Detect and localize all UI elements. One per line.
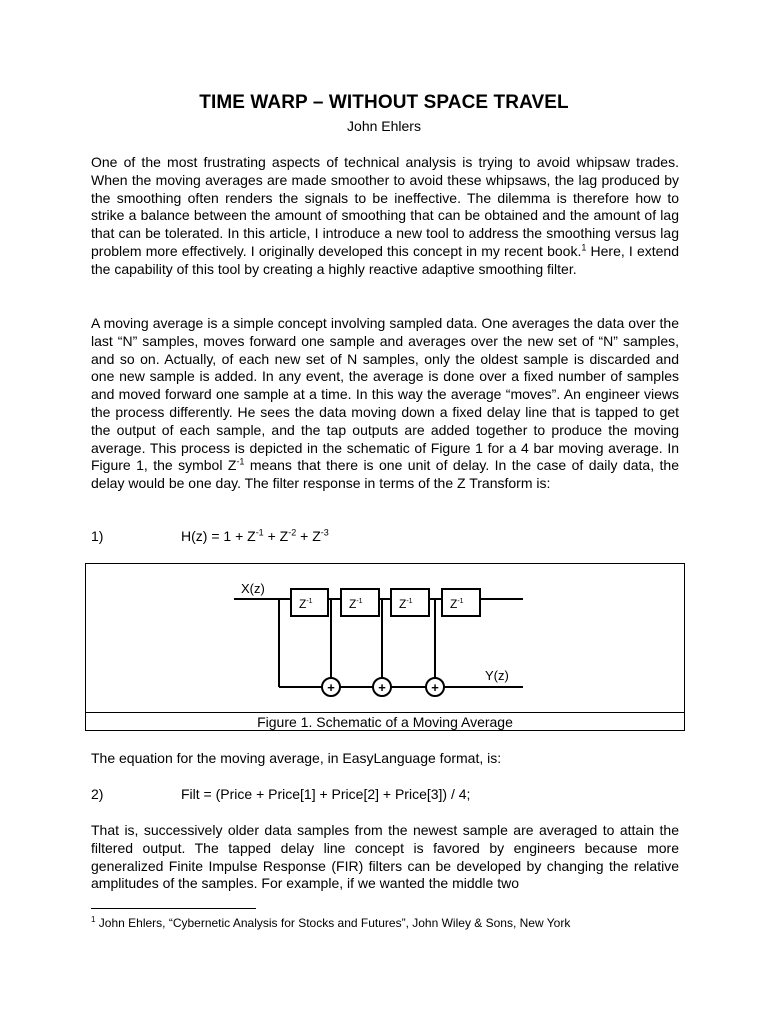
equation-term: + Z	[263, 528, 289, 544]
equation-1	[91, 528, 329, 544]
delay-label-2: $Z^{-1}$	[349, 597, 363, 611]
paragraph-ma-text-cont: means that there is one unit of delay. In the case of daily data, the delay would be one day. The filter response in terms of the Z Transform is:	[91, 457, 679, 492]
paragraph-intro-text-cont: Here, I extend the capability of this tool by creating a highly reactive adaptive smoothing filter.	[91, 242, 679, 277]
adder-symbol-2: +	[378, 680, 386, 695]
equation-number: 1)	[91, 528, 104, 544]
figure-1	[85, 563, 685, 731]
paragraph-fir: That is, successively older data samples from the newest sample are averaged to attain the filtered output. The tapped delay line concept is favored by engineers because more generalized Finite Impulse Response (FIR) filters can be developed by changing the relative amplitudes of the samples. For example, if we wanted the middle two	[91, 822, 679, 892]
footnote-mark: 1	[91, 915, 96, 924]
equation-text: Filt = (Price + Price[1] + Price[2] + Price[3]) / 4;	[181, 786, 471, 802]
paragraph-intro-text: One of the most frustrating aspects of technical analysis is trying to avoid whipsaw trades. When the moving averages are made smoother to avoid these whipsaws, the lag produced by the smoothing often renders the signals to be ineffective. The dilemma is therefore how to strike a balance between the amount of smoothing that can be obtained and the amount of lag that can be tolerated. In this article, I introduce a new tool to address the smoothing versus lag problem more effectively. I originally developed this concept in my recent book.	[91, 154, 679, 259]
footnote-divider	[91, 908, 256, 909]
equation-term: H(z) = 1 + Z	[181, 528, 256, 544]
article-title: TIME WARP – WITHOUT SPACE TRAVEL	[199, 92, 569, 113]
footnote-text: John Ehlers, “Cybernetic Analysis for Stocks and Futures”, John Wiley & Sons, New York	[95, 916, 571, 930]
output-label: Y(z)	[485, 668, 509, 683]
paragraph-intro	[91, 154, 679, 279]
figure-caption: Figure 1. Schematic of a Moving Average	[86, 712, 684, 732]
input-label: X(z)	[241, 581, 265, 596]
equation-exponent: -3	[320, 527, 329, 538]
adder-symbol-3: +	[431, 680, 439, 695]
footnote-reference: 1	[581, 242, 587, 253]
equation-2	[91, 786, 470, 802]
adder-symbol-1: +	[327, 680, 335, 695]
paragraph-moving-average	[91, 315, 679, 493]
paragraph-ma-text: A moving average is a simple concept involving sampled data. One averages the data over the last “N” samples, moves forward one sample and averages over the new set of “N” samples, and so on. Actually, of each new set of N samples, only the oldest sample is discarded and one new sample is added. In any event, the average is done over a fixed number of samples and moved forward one sample at a time. In this way the average “moves”. An engineer views the process differently. He sees the data moving down a fixed delay line that is tapped to get the output of each sample, and the tap outputs are added together to produce the moving average. This process is depicted in the schematic of Figure 1 for a 4 bar moving average. In Figure 1, the symbol Z	[91, 315, 679, 474]
equation-exponent: -1	[255, 527, 264, 538]
equation-term: + Z	[296, 528, 321, 544]
equation-number: 2)	[91, 786, 104, 802]
delay-label-3: $Z^{-1}$	[399, 597, 413, 611]
delay-label-1: $Z^{-1}$	[299, 597, 313, 611]
author-name: John Ehlers	[347, 118, 421, 134]
moving-average-schematic	[86, 564, 684, 712]
footnote	[91, 916, 570, 930]
paragraph-equation-intro: The equation for the moving average, in EasyLanguage format, is:	[91, 750, 502, 766]
delay-label-4: $Z^{-1}$	[450, 597, 464, 611]
equation-exponent: -2	[288, 527, 297, 538]
z-exponent: -1	[236, 456, 245, 467]
